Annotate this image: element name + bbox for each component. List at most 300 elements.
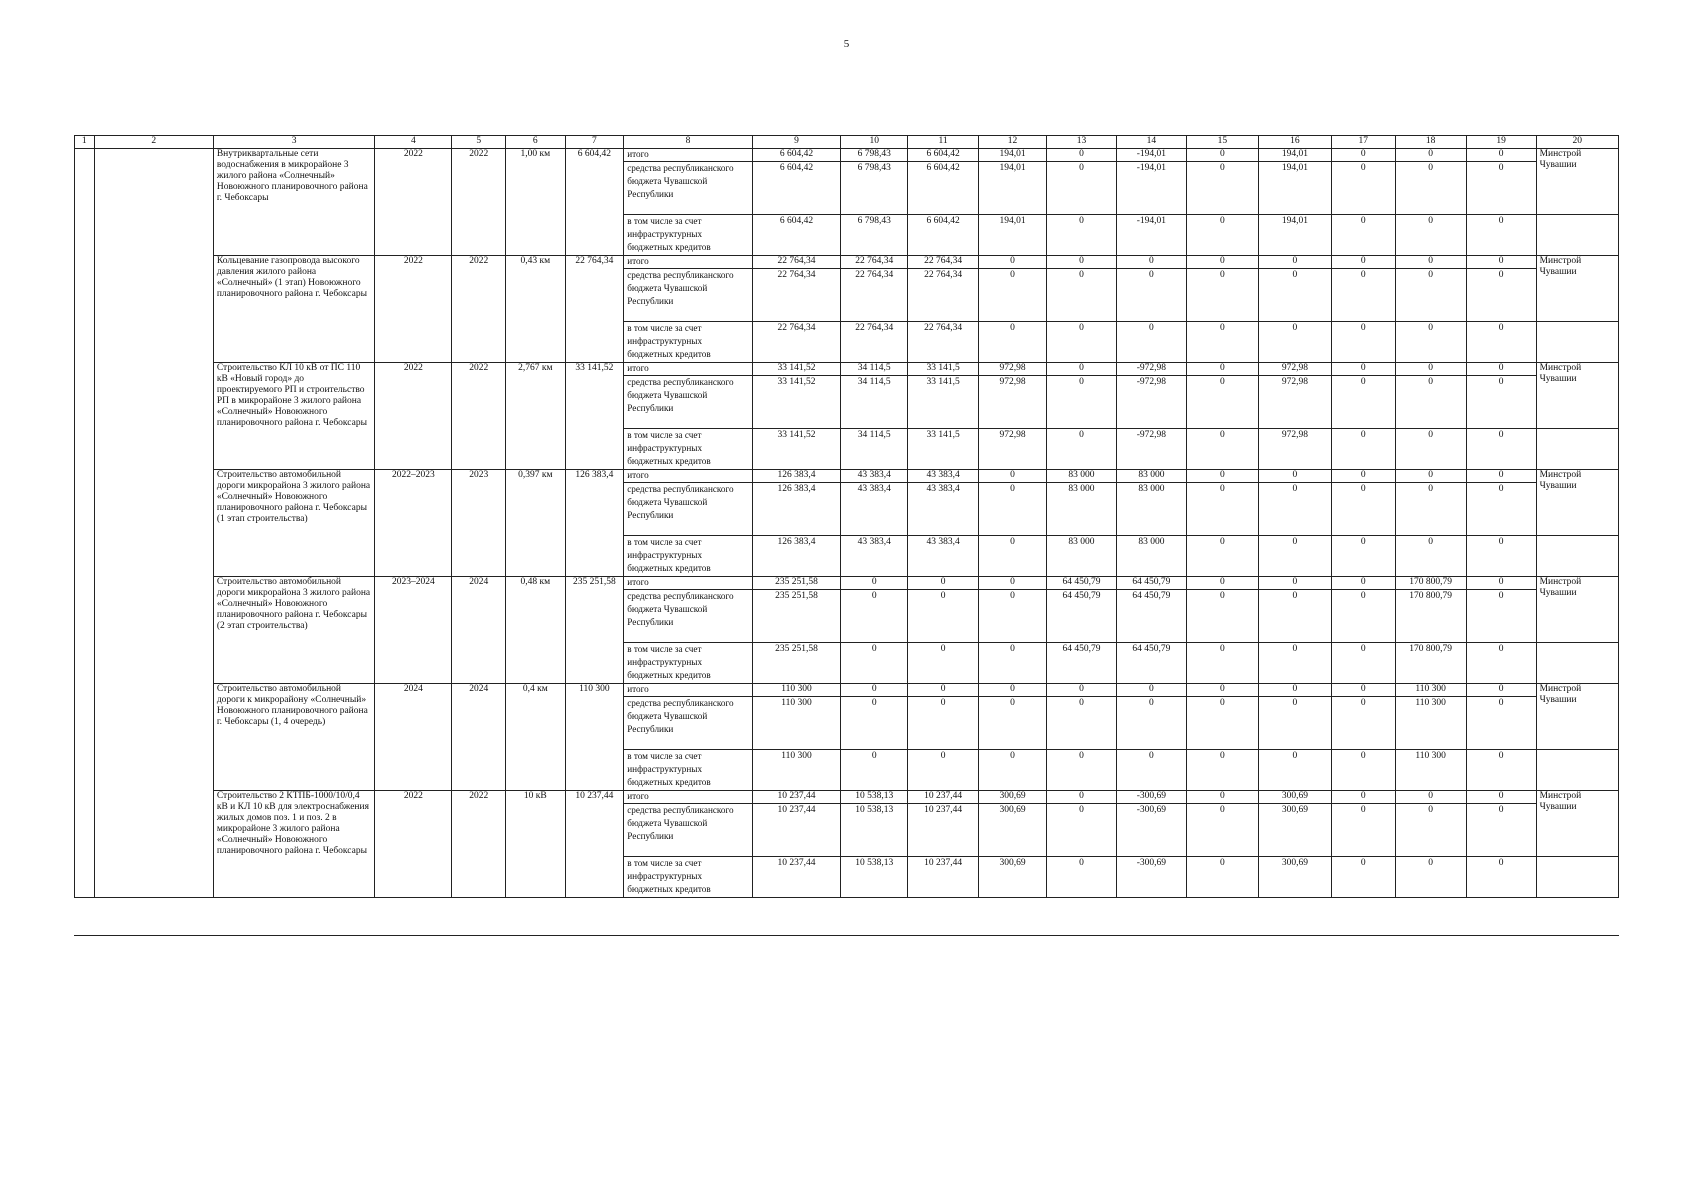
value-col-14: 0: [1116, 697, 1186, 750]
column-number-10: 10: [841, 136, 908, 149]
project-c6: 10 кВ: [505, 791, 565, 898]
value-col-9: 22 764,34: [752, 269, 840, 322]
value-col-14: 0: [1116, 322, 1186, 363]
project-name: Строительство 2 КТПБ-1000/10/0,4 кВ и КЛ 10 кВ для электроснабжения жилых домов поз. 1 и поз. 2 в микрорайоне 3 жилого района «Солнечный» Новоюжного планировочного района г. Чебоксары: [213, 791, 374, 898]
funding-source-label: в том числе за счет инфраструктурных бюджетных кредитов: [624, 536, 753, 577]
column-number-5: 5: [452, 136, 505, 149]
value-col-19: 0: [1466, 470, 1536, 483]
executor: Минстрой Чувашии: [1536, 256, 1618, 322]
project-c7: 126 383,4: [565, 470, 624, 577]
funding-source-label: итого: [624, 577, 753, 590]
value-col-12: 0: [979, 322, 1047, 363]
value-col-17: 0: [1331, 684, 1395, 697]
value-col-9: 6 604,42: [752, 149, 840, 162]
value-col-9: 110 300: [752, 684, 840, 697]
executor: Минстрой Чувашии: [1536, 470, 1618, 536]
value-col-15: 0: [1186, 162, 1258, 215]
column-number-14: 14: [1116, 136, 1186, 149]
value-col-19: 0: [1466, 256, 1536, 269]
value-col-11: 10 237,44: [908, 791, 979, 804]
value-col-18: 0: [1395, 162, 1466, 215]
value-col-9: 33 141,52: [752, 376, 840, 429]
value-col-10: 34 114,5: [841, 376, 908, 429]
value-col-16: 0: [1258, 577, 1331, 590]
value-col-16: 0: [1258, 483, 1331, 536]
value-col-9: 33 141,52: [752, 363, 840, 376]
value-col-10: 6 798,43: [841, 162, 908, 215]
value-col-10: 10 538,13: [841, 804, 908, 857]
value-col-16: 194,01: [1258, 149, 1331, 162]
value-col-9: 235 251,58: [752, 643, 840, 684]
value-col-18: 0: [1395, 857, 1466, 898]
value-col-13: 83 000: [1046, 483, 1116, 536]
value-col-18: 110 300: [1395, 684, 1466, 697]
value-col-12: 300,69: [979, 791, 1047, 804]
value-col-15: 0: [1186, 684, 1258, 697]
value-col-15: 0: [1186, 322, 1258, 363]
value-col-9: 126 383,4: [752, 483, 840, 536]
value-col-19: 0: [1466, 536, 1536, 577]
value-col-16: 300,69: [1258, 857, 1331, 898]
value-col-14: 0: [1116, 750, 1186, 791]
funding-source-label: итого: [624, 256, 753, 269]
value-col-10: 6 798,43: [841, 149, 908, 162]
value-col-11: 43 383,4: [908, 483, 979, 536]
project-c4: 2022: [375, 363, 452, 470]
value-col-18: 0: [1395, 215, 1466, 256]
value-col-9: 6 604,42: [752, 215, 840, 256]
value-col-13: 0: [1046, 363, 1116, 376]
executor: Минстрой Чувашии: [1536, 577, 1618, 643]
value-col-19: 0: [1466, 643, 1536, 684]
value-col-11: 33 141,5: [908, 363, 979, 376]
value-col-13: 83 000: [1046, 470, 1116, 483]
project-c6: 0,48 км: [505, 577, 565, 684]
value-col-9: 22 764,34: [752, 256, 840, 269]
value-col-16: 194,01: [1258, 162, 1331, 215]
value-col-15: 0: [1186, 256, 1258, 269]
value-col-10: 22 764,34: [841, 322, 908, 363]
value-col-9: 235 251,58: [752, 577, 840, 590]
value-col-14: 64 450,79: [1116, 577, 1186, 590]
value-col-17: 0: [1331, 804, 1395, 857]
value-col-14: -972,98: [1116, 429, 1186, 470]
value-col-9: 110 300: [752, 750, 840, 791]
column-number-row: [75, 136, 1619, 149]
value-col-10: 10 538,13: [841, 791, 908, 804]
funding-source-label: средства республиканского бюджета Чувашской Республики: [624, 269, 753, 322]
value-col-10: 0: [841, 684, 908, 697]
project-c4: 2022–2023: [375, 470, 452, 577]
project-c5: 2022: [452, 791, 505, 898]
value-col-13: 0: [1046, 429, 1116, 470]
value-col-15: 0: [1186, 429, 1258, 470]
value-col-17: 0: [1331, 697, 1395, 750]
value-col-11: 6 604,42: [908, 162, 979, 215]
value-col-14: 83 000: [1116, 470, 1186, 483]
value-col-14: -194,01: [1116, 162, 1186, 215]
value-col-17: 0: [1331, 483, 1395, 536]
value-col-17: 0: [1331, 322, 1395, 363]
project-c6: 0,397 км: [505, 470, 565, 577]
project-c5: 2022: [452, 363, 505, 470]
value-col-10: 34 114,5: [841, 363, 908, 376]
executor: Минстрой Чувашии: [1536, 149, 1618, 215]
value-col-18: 0: [1395, 322, 1466, 363]
value-col-12: 0: [979, 643, 1047, 684]
value-col-13: 0: [1046, 269, 1116, 322]
value-col-15: 0: [1186, 750, 1258, 791]
value-col-14: -300,69: [1116, 804, 1186, 857]
value-col-12: 0: [979, 483, 1047, 536]
value-col-15: 0: [1186, 590, 1258, 643]
value-col-12: 0: [979, 750, 1047, 791]
value-col-16: 0: [1258, 643, 1331, 684]
value-col-12: 0: [979, 684, 1047, 697]
value-col-10: 0: [841, 590, 908, 643]
value-col-17: 0: [1331, 750, 1395, 791]
value-col-10: 10 538,13: [841, 857, 908, 898]
value-col-11: 43 383,4: [908, 470, 979, 483]
project-c6: 2,767 км: [505, 363, 565, 470]
value-col-16: 972,98: [1258, 376, 1331, 429]
value-col-15: 0: [1186, 857, 1258, 898]
value-col-19: 0: [1466, 684, 1536, 697]
value-col-15: 0: [1186, 791, 1258, 804]
funding-source-label: итого: [624, 791, 753, 804]
value-col-13: 0: [1046, 750, 1116, 791]
value-col-17: 0: [1331, 536, 1395, 577]
value-col-16: 300,69: [1258, 791, 1331, 804]
funding-source-label: средства республиканского бюджета Чувашской Республики: [624, 162, 753, 215]
value-col-15: 0: [1186, 363, 1258, 376]
funding-source-label: средства республиканского бюджета Чувашской Республики: [624, 590, 753, 643]
value-col-17: 0: [1331, 162, 1395, 215]
executor-empty-cell: [1536, 215, 1618, 256]
value-col-13: 0: [1046, 322, 1116, 363]
funding-source-label: средства республиканского бюджета Чувашской Республики: [624, 804, 753, 857]
value-col-12: 972,98: [979, 363, 1047, 376]
value-col-11: 22 764,34: [908, 269, 979, 322]
table-row: [75, 684, 1619, 697]
executor-empty-cell: [1536, 857, 1618, 898]
value-col-15: 0: [1186, 149, 1258, 162]
value-col-14: 83 000: [1116, 483, 1186, 536]
table-row: [75, 149, 1619, 162]
bottom-rule: [74, 935, 1619, 936]
value-col-14: 64 450,79: [1116, 643, 1186, 684]
executor-empty-cell: [1536, 536, 1618, 577]
value-col-18: 0: [1395, 470, 1466, 483]
value-col-18: 170 800,79: [1395, 577, 1466, 590]
value-col-10: 22 764,34: [841, 256, 908, 269]
value-col-11: 22 764,34: [908, 322, 979, 363]
value-col-9: 6 604,42: [752, 162, 840, 215]
value-col-16: 0: [1258, 256, 1331, 269]
value-col-14: -972,98: [1116, 376, 1186, 429]
value-col-17: 0: [1331, 149, 1395, 162]
executor-empty-cell: [1536, 750, 1618, 791]
value-col-16: 194,01: [1258, 215, 1331, 256]
value-col-18: 0: [1395, 376, 1466, 429]
funding-source-label: средства республиканского бюджета Чувашской Республики: [624, 697, 753, 750]
value-col-19: 0: [1466, 215, 1536, 256]
value-col-9: 235 251,58: [752, 590, 840, 643]
value-col-17: 0: [1331, 376, 1395, 429]
value-col-13: 64 450,79: [1046, 643, 1116, 684]
value-col-11: 0: [908, 684, 979, 697]
value-col-10: 0: [841, 577, 908, 590]
executor-empty-cell: [1536, 322, 1618, 363]
value-col-18: 0: [1395, 791, 1466, 804]
funding-source-label: средства республиканского бюджета Чувашской Республики: [624, 376, 753, 429]
column-number-4: 4: [375, 136, 452, 149]
value-col-13: 83 000: [1046, 536, 1116, 577]
value-col-9: 10 237,44: [752, 791, 840, 804]
project-c4: 2023–2024: [375, 577, 452, 684]
value-col-19: 0: [1466, 429, 1536, 470]
project-name: Кольцевание газопровода высокого давления жилого района «Солнечный» (1 этап) Новоюжного планировочного района г. Чебоксары: [213, 256, 374, 363]
funding-source-label: итого: [624, 149, 753, 162]
value-col-12: 194,01: [979, 162, 1047, 215]
value-col-14: -194,01: [1116, 149, 1186, 162]
column-number-2: 2: [94, 136, 213, 149]
value-col-16: 972,98: [1258, 363, 1331, 376]
value-col-19: 0: [1466, 322, 1536, 363]
column-number-20: 20: [1536, 136, 1618, 149]
executor-empty-cell: [1536, 643, 1618, 684]
value-col-9: 10 237,44: [752, 804, 840, 857]
table-row: [75, 470, 1619, 483]
project-name: Внутриквартальные сети водоснабжения в микрорайоне 3 жилого района «Солнечный» Новоюжного планировочного района г. Чебоксары: [213, 149, 374, 256]
value-col-14: -972,98: [1116, 363, 1186, 376]
value-col-12: 0: [979, 256, 1047, 269]
column-number-9: 9: [752, 136, 840, 149]
column-number-11: 11: [908, 136, 979, 149]
project-name: Строительство автомобильной дороги к микрорайону «Солнечный» Новоюжного планировочного района г. Чебоксары (1, 4 очередь): [213, 684, 374, 791]
value-col-15: 0: [1186, 470, 1258, 483]
value-col-18: 0: [1395, 363, 1466, 376]
value-col-16: 0: [1258, 470, 1331, 483]
column-number-17: 17: [1331, 136, 1395, 149]
value-col-16: 0: [1258, 322, 1331, 363]
project-c7: 6 604,42: [565, 149, 624, 256]
investment-table: [74, 135, 1619, 898]
project-c4: 2022: [375, 791, 452, 898]
value-col-9: 22 764,34: [752, 322, 840, 363]
project-c4: 2022: [375, 149, 452, 256]
value-col-13: 0: [1046, 697, 1116, 750]
value-col-17: 0: [1331, 791, 1395, 804]
value-col-11: 0: [908, 590, 979, 643]
value-col-19: 0: [1466, 857, 1536, 898]
value-col-11: 10 237,44: [908, 857, 979, 898]
executor: Минстрой Чувашии: [1536, 791, 1618, 857]
table-row: [75, 363, 1619, 376]
value-col-18: 170 800,79: [1395, 590, 1466, 643]
value-col-12: 0: [979, 470, 1047, 483]
project-c5: 2023: [452, 470, 505, 577]
value-col-14: 83 000: [1116, 536, 1186, 577]
value-col-11: 0: [908, 577, 979, 590]
value-col-18: 110 300: [1395, 697, 1466, 750]
value-col-16: 0: [1258, 750, 1331, 791]
project-c7: 235 251,58: [565, 577, 624, 684]
value-col-10: 6 798,43: [841, 215, 908, 256]
value-col-13: 0: [1046, 215, 1116, 256]
project-c6: 1,00 км: [505, 149, 565, 256]
value-col-17: 0: [1331, 429, 1395, 470]
value-col-10: 0: [841, 697, 908, 750]
value-col-13: 0: [1046, 804, 1116, 857]
project-name: Строительство автомобильной дороги микрорайона 3 жилого района «Солнечный» Новоюжного планировочного района г. Чебоксары (1 этап строительства): [213, 470, 374, 577]
value-col-17: 0: [1331, 256, 1395, 269]
value-col-12: 0: [979, 269, 1047, 322]
funding-source-label: средства республиканского бюджета Чувашской Республики: [624, 483, 753, 536]
project-name: Строительство автомобильной дороги микрорайона 3 жилого района «Солнечный» Новоюжного планировочного района г. Чебоксары (2 этап строительства): [213, 577, 374, 684]
value-col-11: 0: [908, 643, 979, 684]
value-col-16: 300,69: [1258, 804, 1331, 857]
value-col-19: 0: [1466, 149, 1536, 162]
value-col-9: 110 300: [752, 697, 840, 750]
value-col-18: 110 300: [1395, 750, 1466, 791]
value-col-19: 0: [1466, 750, 1536, 791]
value-col-19: 0: [1466, 162, 1536, 215]
value-col-17: 0: [1331, 470, 1395, 483]
executor-empty-cell: [1536, 429, 1618, 470]
value-col-9: 33 141,52: [752, 429, 840, 470]
table-row: [75, 791, 1619, 804]
column-number-15: 15: [1186, 136, 1258, 149]
value-col-14: -300,69: [1116, 791, 1186, 804]
project-c6: 0,43 км: [505, 256, 565, 363]
value-col-17: 0: [1331, 590, 1395, 643]
value-col-17: 0: [1331, 643, 1395, 684]
value-col-19: 0: [1466, 791, 1536, 804]
value-col-13: 64 450,79: [1046, 577, 1116, 590]
value-col-17: 0: [1331, 269, 1395, 322]
value-col-10: 43 383,4: [841, 536, 908, 577]
value-col-19: 0: [1466, 376, 1536, 429]
project-c5: 2024: [452, 684, 505, 791]
funding-source-label: итого: [624, 684, 753, 697]
value-col-11: 22 764,34: [908, 256, 979, 269]
value-col-12: 972,98: [979, 376, 1047, 429]
project-c5: 2022: [452, 256, 505, 363]
value-col-11: 43 383,4: [908, 536, 979, 577]
value-col-15: 0: [1186, 483, 1258, 536]
value-col-16: 0: [1258, 536, 1331, 577]
project-name: Строительство КЛ 10 кВ от ПС 110 кВ «Новый город» до проектируемого РП и строительство РП в микрорайоне 3 жилого района «Солнечный» Новоюжного планировочного района г. Чебоксары: [213, 363, 374, 470]
value-col-12: 972,98: [979, 429, 1047, 470]
project-c7: 22 764,34: [565, 256, 624, 363]
project-c7: 110 300: [565, 684, 624, 791]
value-col-17: 0: [1331, 577, 1395, 590]
value-col-12: 300,69: [979, 857, 1047, 898]
value-col-14: 64 450,79: [1116, 590, 1186, 643]
value-col-12: 0: [979, 577, 1047, 590]
value-col-13: 64 450,79: [1046, 590, 1116, 643]
value-col-19: 0: [1466, 804, 1536, 857]
value-col-15: 0: [1186, 269, 1258, 322]
value-col-15: 0: [1186, 697, 1258, 750]
value-col-14: -194,01: [1116, 215, 1186, 256]
value-col-16: 0: [1258, 269, 1331, 322]
value-col-10: 0: [841, 750, 908, 791]
value-col-19: 0: [1466, 269, 1536, 322]
value-col-14: -300,69: [1116, 857, 1186, 898]
funding-source-label: итого: [624, 363, 753, 376]
column-number-7: 7: [565, 136, 624, 149]
project-c7: 10 237,44: [565, 791, 624, 898]
value-col-10: 22 764,34: [841, 269, 908, 322]
column-number-19: 19: [1466, 136, 1536, 149]
value-col-9: 126 383,4: [752, 536, 840, 577]
value-col-18: 0: [1395, 256, 1466, 269]
project-c4: 2024: [375, 684, 452, 791]
column-number-16: 16: [1258, 136, 1331, 149]
funding-source-label: в том числе за счет инфраструктурных бюджетных кредитов: [624, 215, 753, 256]
value-col-10: 0: [841, 643, 908, 684]
funding-source-label: итого: [624, 470, 753, 483]
value-col-9: 126 383,4: [752, 470, 840, 483]
value-col-12: 194,01: [979, 149, 1047, 162]
value-col-15: 0: [1186, 804, 1258, 857]
column-1-cell: [75, 149, 95, 898]
value-col-16: 0: [1258, 684, 1331, 697]
column-number-6: 6: [505, 136, 565, 149]
value-col-18: 0: [1395, 804, 1466, 857]
funding-source-label: в том числе за счет инфраструктурных бюджетных кредитов: [624, 750, 753, 791]
value-col-9: 10 237,44: [752, 857, 840, 898]
funding-source-label: в том числе за счет инфраструктурных бюджетных кредитов: [624, 322, 753, 363]
value-col-11: 33 141,5: [908, 376, 979, 429]
value-col-19: 0: [1466, 590, 1536, 643]
column-number-12: 12: [979, 136, 1047, 149]
value-col-14: 0: [1116, 269, 1186, 322]
value-col-17: 0: [1331, 363, 1395, 376]
value-col-11: 10 237,44: [908, 804, 979, 857]
page-number: 5: [843, 38, 850, 50]
value-col-15: 0: [1186, 643, 1258, 684]
executor: Минстрой Чувашии: [1536, 363, 1618, 429]
value-col-18: 0: [1395, 149, 1466, 162]
value-col-15: 0: [1186, 577, 1258, 590]
value-col-17: 0: [1331, 215, 1395, 256]
value-col-18: 0: [1395, 483, 1466, 536]
project-c7: 33 141,52: [565, 363, 624, 470]
value-col-13: 0: [1046, 256, 1116, 269]
value-col-18: 0: [1395, 536, 1466, 577]
value-col-15: 0: [1186, 536, 1258, 577]
value-col-11: 6 604,42: [908, 215, 979, 256]
project-c5: 2024: [452, 577, 505, 684]
value-col-13: 0: [1046, 376, 1116, 429]
value-col-10: 34 114,5: [841, 429, 908, 470]
value-col-12: 300,69: [979, 804, 1047, 857]
value-col-16: 0: [1258, 697, 1331, 750]
value-col-19: 0: [1466, 697, 1536, 750]
value-col-15: 0: [1186, 215, 1258, 256]
column-number-8: 8: [624, 136, 753, 149]
executor: Минстрой Чувашии: [1536, 684, 1618, 750]
project-c5: 2022: [452, 149, 505, 256]
table-row: [75, 256, 1619, 269]
column-number-1: 1: [75, 136, 95, 149]
value-col-15: 0: [1186, 376, 1258, 429]
value-col-10: 43 383,4: [841, 470, 908, 483]
value-col-11: 0: [908, 697, 979, 750]
